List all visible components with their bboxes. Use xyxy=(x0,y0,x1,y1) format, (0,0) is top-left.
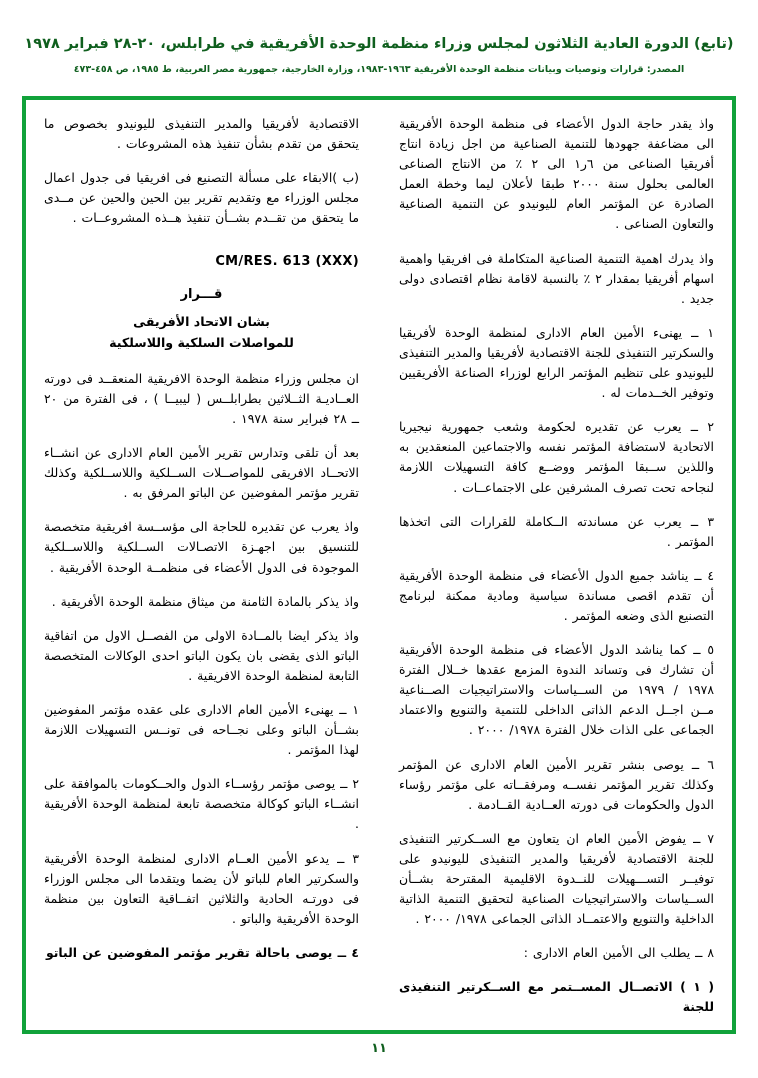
resolution-heading: قـــرار xyxy=(180,287,223,303)
paragraph: واذ يدرك اهمية التنمية الصناعية المتكاملة فى افريقيا واهمية اسهام أفريقيا بمقدار ٢ ٪ بالنسبة لاقامة نظام اقتصادى دولى جديد . xyxy=(399,250,714,306)
page-number: ١١ xyxy=(371,1041,387,1056)
paragraph: ٧ ــ يفوض الأمين العام ان يتعاون مع الســكرتير التنفيذى للجنة الاقتصادية لأفريقيا والمدير التنفيذى لليونيدو على توفيــر التســـهيلات للنــدوة الاقليمية المقترحة بشــأن الســياسات والاستراتيجيات الصناعية لتحقيق التنمية الذاتية الداخلية والتنويع والاعتمــاد الذاتى الجماعى ١٩٧٨/ ٢٠٠٠ . xyxy=(399,830,714,927)
paragraph: ان مجلس وزراء منظمة الوحدة الافريقية المنعقــد فى دورته العــاديـة الثــلاثين بطرابلــس ( ليبيــا ) ، فى الفترة من ٢٠ ــ ٢٨ فبراير سنة ١٩٧٨ . xyxy=(44,370,359,426)
paragraph-bold: ( ١ ) الاتصــال المســتمر مع الســكرتير التنفيذى للجنة xyxy=(399,979,715,1015)
paragraph-bold: ٤ ــ يوصى باحالة تقرير مؤتمر المفوضين عن الباتو xyxy=(45,944,359,960)
resolution-subheading-line1: بشان الاتحاد الأفريقى xyxy=(133,314,270,330)
paragraph: واذ يذكر ايضا بالمــادة الاولى من الفصــل الاول من اتفاقية الباتو الذى يقضى بان يكون الباتو احدى الوكالات المتخصصة التابعة لمنظمة الوحدة الافريقية . xyxy=(44,627,359,683)
paragraph: ٤ ــ يناشد جميع الدول الأعضاء فى منظمة الوحدة الأفريقية أن تقدم اقصى مساندة سياسية ومادية ممكنة لبرنامج التصنيع الذى وضعه المؤتمر . xyxy=(399,567,714,623)
paragraph: ١ ــ يهنىء الأمين العام الادارى لمنظمة الوحدة لأفريقيا والسكرتير التنفيذى للجنة الاقتصادية لأفريقيا والمدير التنفيذى لليونيدو على تنظيم المؤتمر الرابع لوزراء الصناعة الأفريقيين وتوفير الخــدمات له . xyxy=(399,324,714,401)
paragraph: واذ يذكر بالمادة الثامنة من ميثاق منظمة الوحدة الأفريقية . xyxy=(51,593,359,609)
paragraph: واذ يعرب عن تقديره للحاجة الى مؤســسة افريقية متخصصة للتنسيق بين اجهـزة الاتصـالات الســلكية واللاســلكية الموجودة فى الدول الأعضاء فى منظمــة الوحدة الأفريقية . xyxy=(44,519,359,575)
text-columns xyxy=(44,114,715,1015)
header-title: (تابع) الدورة العادية الثلاثون لمجلس وزراء منظمة الوحدة الأفريقية في طرابلس، ٢٠-٢٨ فبراير ١٩٧٨ xyxy=(24,36,734,52)
resolution-subheading-line2: للمواصلات السلكية واللاسلكية xyxy=(109,334,294,350)
paragraph: ٣ ــ يعرب عن مساندته الــكاملة للقرارات التى اتخذها المؤتمر . xyxy=(399,513,714,549)
paragraph: ٨ ــ يطلب الى الأمين العام الادارى : xyxy=(523,945,714,961)
paragraph: ٦ ــ يوصى بنشر تقرير الأمين العام الادارى عن المؤتمر وكذلك تقرير المؤتمر نفســه ومرفقــاته على مؤتمر رؤساء الدول والحكومات فى دورته العــادية القــادمة . xyxy=(399,756,714,812)
paragraph: واذ يقدر حاجة الدول الأعضاء فى منظمة الوحدة الأفريقية الى مضاعفة جهودها للتنمية الصناعية من اجل زيادة انتاج أفريقيا الصناعى من ٦ر١ الى ٢ ٪ من الانتاج الصناعى العالمى بحلول سنة ٢٠٠٠ طبقا لأعلان ليما وخطة العمل الصادرة عن المؤتمر العام لليونيدو عن التنمية الصناعية والتعاون الصناعى . xyxy=(399,116,714,232)
paragraph: ٢ ــ يوصى مؤتمر رؤســاء الدول والحــكومات بالموافقة على انشــاء الباتو كوكالة متخصصة تابعة لمنظمة الوحدة الأفريقية . xyxy=(44,776,359,832)
header-source: المصدر: قرارات وتوصيات وبيانات منظمة الوحدة الأفريقية ١٩٦٣-١٩٨٣، وزارة الخارجية، جمهورية مصر العربية، ط ١٩٨٥، ص ٤٥٨-٤٧٣ xyxy=(73,64,685,76)
paragraph: ٣ ــ يدعو الأمين العــام الادارى لمنظمة الوحدة الأفريقية والسكرتير العام للباتو لأن يضما ويتقدما الى مجلس الوزراء فى دورتـه الحادية والثلاثين اتفــاقية التعاون بين منظمة الوحدة الأفريقية والباتو . xyxy=(44,850,359,926)
resolution-code: CM/RES. 613 (XXX) xyxy=(215,254,359,270)
column-right xyxy=(399,114,715,1015)
paragraph: ١ ــ يهنىء الأمين العام الادارى على عقده مؤتمر المفوضين بشــأن الباتو وعلى نجــاحه فى تونــس التسهيلات اللازمة لهذا المؤتمر . xyxy=(44,701,359,758)
paragraph: (ب )الابقاء على مسألة التصنيع فى افريقيا فى جدول اعمال مجلس الوزراء مع وتقديم تقرير بين الحين والحين عن مــدى ما يتحقق من تقــدم بشــأن تنفيذ هــذه المشروعــات . xyxy=(44,170,359,226)
paragraph: الاقتصادية لأفريقيا والمدير التنفيذى لليونيدو بخصوص ما يتحقق من تقدم بشأن تنفيذ هذه المشروعات . xyxy=(44,116,359,152)
paragraph: ٥ ــ كما يناشد الدول الأعضاء فى منظمة الوحدة الأفريقية أن تشارك فى وتساند الندوة المزمع عقدها خــلال الفترة ١٩٧٨ / ١٩٧٩ من الســياسات والاستراتيجيات الصــناعية مــن اجــل الدعم الذاتى الداخلى للتنمية والتنويع والاعتماد الجماعى على الذات خلال الفترة ١٩٧٨/ ٢٠٠٠ . xyxy=(399,642,714,738)
page-header xyxy=(0,34,758,77)
column-left xyxy=(44,114,359,1012)
paragraph: بعد أن تلقى وتدارس تقرير الأمين العام الادارى عن انشــاء الاتحــاد الافريقى للمواصــلات الســلكية واللاســلكية وكذلك تقرير مؤتمر المفوضين عن الباتو المرفق به . xyxy=(44,445,359,501)
paragraph: ٢ ــ يعرب عن تقديره لحكومة وشعب جمهورية نيجيريا الاتحادية لاستضافة المؤتمر نفسه والاجتماعين المنعقدين به واللذين ســبقا المؤتمر ووضــع كافة التسهيلات اللازمة لنجاحه تحت تصرف المشرفين على الاجتماعــات . xyxy=(399,419,714,495)
